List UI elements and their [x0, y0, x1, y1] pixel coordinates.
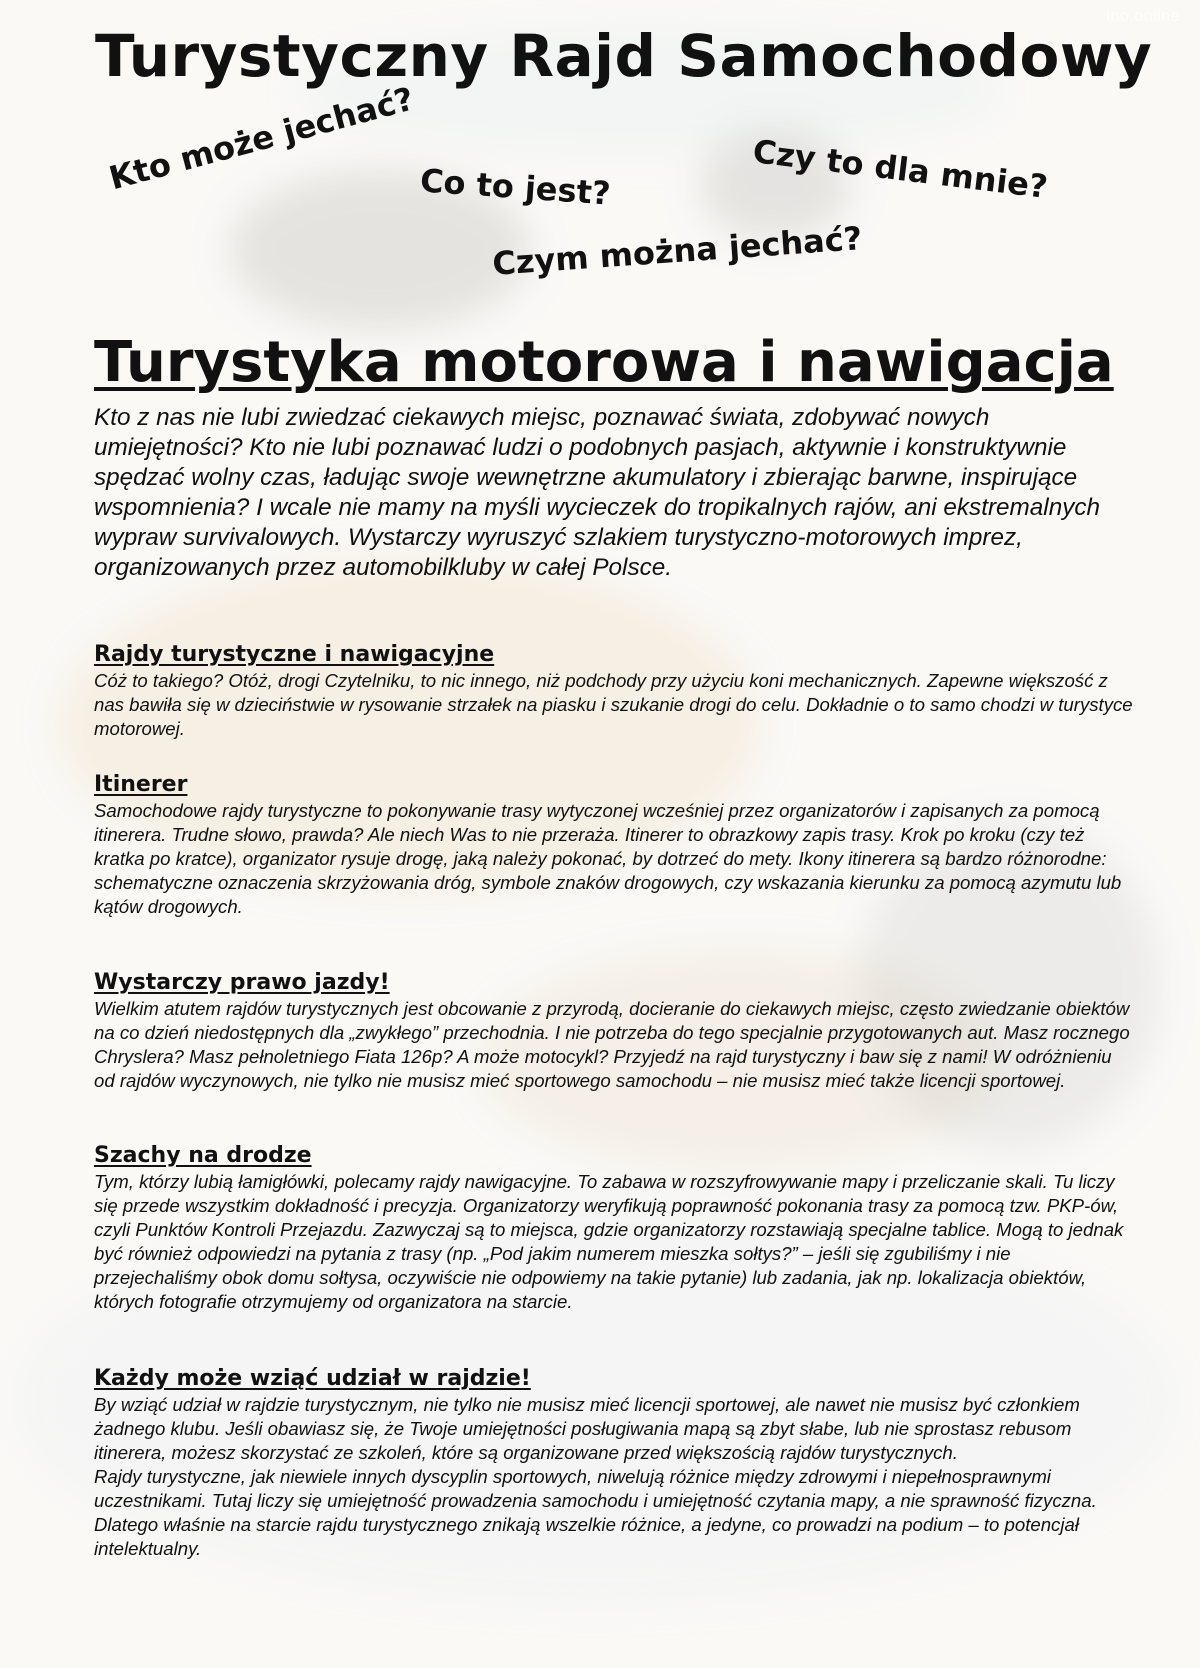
question-what: Co to jest? — [418, 161, 612, 213]
question-vehicle: Czym można jechać? — [491, 219, 864, 283]
question-who: Kto może jechać? — [105, 79, 418, 198]
section-heading: Rajdy turystyczne i nawigacyjne — [94, 642, 495, 667]
section-body: Cóż to takiego? Otóż, drogi Czytelniku, to nic innego, niż podchody przy użyciu koni mechanicznych. Zapewne większość z nas bawiła się w dzieciństwie w rysowanie strzałek na piasku i szukanie drogi do celu. Dokładnie o to samo chodzi w turystyce motorowej. — [94, 670, 1133, 739]
section-itinerer — [94, 772, 1134, 919]
section-body: By wziąć udział w rajdzie turystycznym, nie tylko nie musisz mieć licencji sportowej, ale nawet nie musisz być członkiem żadnego klubu. Jeśli obawiasz się, że Twoje umiejętności posługiwania mapą są zbyt słabe, lub nie sprostasz rebusom itinerera, możesz skorzystać ze szkoleń, które są organizowane przed większością rajdów turystycznych. — [94, 1394, 1080, 1463]
section-heading: Każdy może wziąć udział w rajdzie! — [94, 1366, 531, 1391]
section-title: Turystyka motorowa i nawigacja — [94, 330, 1114, 395]
section-body: Samochodowe rajdy turystyczne to pokonywanie trasy wytyczonej wcześniej przez organizatorów i zapisanych za pomocą itinerera. Trudne słowo, prawda? Ale niech Was to nie przeraża. Itinerer to obrazkowy zapis trasy. Krok po kroku (czy też kratka po kratce), organizator rysuje drogę, jaką należy pokonać, by dotrzeć do mety. Ikony itinerera są bardzo różnorodne: schematyczne oznaczenia skrzyżowania dróg, symbole znaków drogowych, czy wskazania kierunku za pomocą azymutu lub kątów drogowych. — [94, 800, 1122, 917]
section-rajdy — [94, 642, 1134, 741]
watermark: ino.online — [1106, 8, 1180, 25]
section-body: Tym, którzy lubią łamigłówki, polecamy rajdy nawigacyjne. To zabawa w rozszyfrowywanie mapy i przeliczanie skali. Tu liczy się przede wszystkim dokładność i precyzja. Organizatorzy weryfikują poprawność pokonania trasy za pomocą tzw. PKP-ów, czyli Punktów Kontroli Przejazdu. Zazwyczaj są to miejsca, gdzie organizatorzy rozstawiają specjalne tablice. Mogą to jednak być również odpowiedzi na pytania z trasy (np. „Pod jakim numerem mieszka sołtys?” – jeśli się zgubiliśmy i nie przejechaliśmy obok domu sołtysa, oczywiście nie odpowiemy na takie pytanie) lub zadania, jak np. lokalizacja obiektów, których fotografie otrzymujemy od organizatora na starcie. — [94, 1171, 1124, 1312]
section-body: Wielkim atutem rajdów turystycznych jest obcowanie z przyrodą, docieranie do ciekawych miejsc, często zwiedzanie obiektów na co dzień niedostępnych dla „zwykłego” przechodnia. I nie potrzeba do tego specjalnie przygotowanych aut. Masz rocznego Chryslera? Masz pełnoletniego Fiata 126p? A może motocykl? Przyjedź na rajd turystyczny i baw się z nami! W odróżnieniu od rajdów wyczynowych, nie tylko nie musisz mieć sportowego samochodu – nie musisz mieć także licencji sportowej. — [94, 998, 1130, 1091]
section-heading: Itinerer — [94, 772, 188, 797]
section-body-2: Rajdy turystyczne, jak niewiele innych dyscyplin sportowych, niwelują różnice między zdrowymi i niepełnosprawnymi uczestnikami. Tutaj liczy się umiejętność prowadzenia samochodu i umiejętność czytania mapy, a nie sprawność fizyczna. Dlatego właśnie na starcie rajdu turystycznego znikają wszelkie różnice, a jedyne, co prowadzi na podium – to potencjał intelektualny. — [94, 1466, 1097, 1559]
main-title: Turystyczny Rajd Samochodowy — [95, 22, 1153, 90]
section-heading: Szachy na drodze — [94, 1143, 312, 1168]
section-prawo-jazdy — [94, 970, 1134, 1093]
section-kazdy — [94, 1366, 1134, 1561]
section-heading: Wystarczy prawo jazdy! — [94, 970, 390, 995]
question-for-me: Czy to dla mnie? — [750, 132, 1050, 206]
intro-paragraph: Kto z nas nie lubi zwiedzać ciekawych miejsc, poznawać świata, zdobywać nowych umiejętności? Kto nie lubi poznawać ludzi o podobnych pasjach, aktywnie i konstruktywnie spędzać wolny czas, ładując swoje wewnętrzne akumulatory i zbierając barwne, inspirujące wspomnienia? I wcale nie mamy na myśli wycieczek do tropikalnych rajów, ani ekstremalnych wypraw survivalowych. Wystarczy wyruszyć szlakiem turystyczno-motorowych imprez, organizowanych przez automobilkluby w całej Polsce. — [94, 404, 1101, 581]
section-szachy — [94, 1143, 1134, 1314]
